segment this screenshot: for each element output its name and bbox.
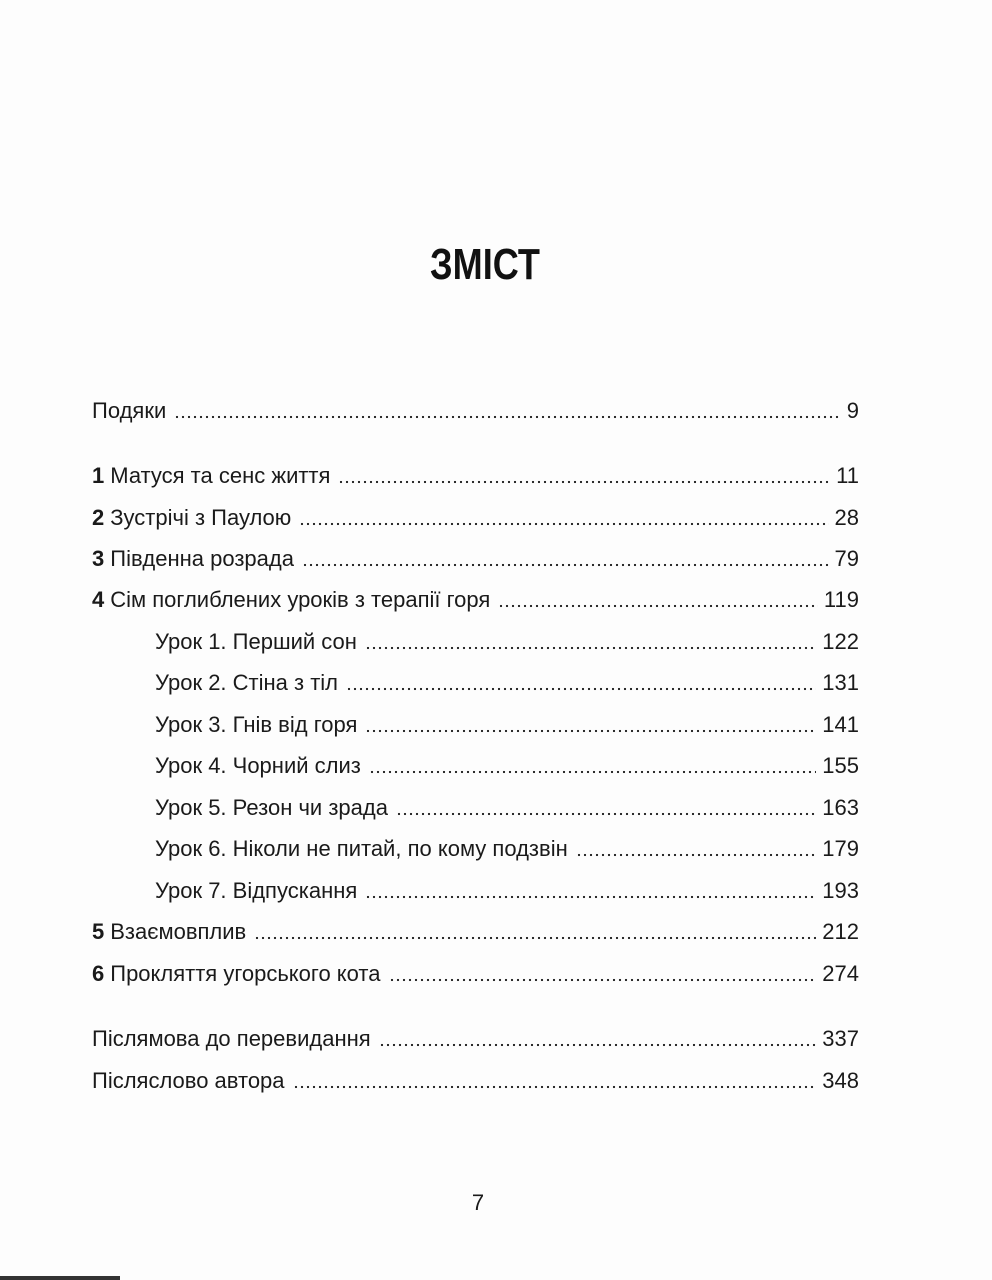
toc-entry-chapter-5[interactable] bbox=[92, 913, 859, 945]
toc-entry-label: Зустрічі з Паулою bbox=[110, 505, 292, 530]
toc-entry-page: 163 bbox=[822, 795, 859, 820]
toc-entry-label: Урок 2. Стіна з тіл bbox=[155, 670, 339, 695]
page-title: ЗМІСТ bbox=[430, 240, 540, 289]
toc-entry-chapter-2[interactable] bbox=[92, 499, 859, 531]
toc-entry-page: 155 bbox=[822, 753, 859, 778]
dot-leader bbox=[365, 895, 816, 899]
toc-entry-page: 193 bbox=[822, 878, 859, 903]
dot-leader bbox=[365, 729, 816, 733]
toc-entry-lesson-2[interactable] bbox=[155, 664, 859, 696]
toc-entry-page: 179 bbox=[822, 836, 859, 861]
toc-entry-page: 122 bbox=[822, 629, 859, 654]
toc-entry-chapter-1[interactable] bbox=[92, 457, 859, 489]
toc-entry-author-afterword[interactable] bbox=[92, 1062, 859, 1094]
toc-entry-page: 119 bbox=[823, 587, 859, 612]
toc-entry-lesson-5[interactable] bbox=[155, 789, 859, 821]
toc-entry-lesson-7[interactable] bbox=[155, 872, 859, 904]
toc-entry-label: Урок 4. Чорний слиз bbox=[155, 753, 361, 778]
toc-entry-page: 212 bbox=[822, 919, 859, 944]
toc-entry-page: 11 bbox=[836, 463, 859, 488]
dot-leader bbox=[293, 1085, 817, 1089]
toc-entry-label: Сім поглиблених уроків з терапії горя bbox=[110, 587, 491, 612]
dot-leader bbox=[379, 1043, 817, 1047]
toc-entry-label: Урок 7. Відпускання bbox=[155, 878, 358, 903]
toc-entry-label: Урок 3. Гнів від горя bbox=[155, 712, 358, 737]
dot-leader bbox=[254, 936, 816, 940]
toc-entry-label: Подяки bbox=[92, 398, 167, 423]
chapter-number: 3 bbox=[92, 546, 105, 571]
toc-entry-label: Південна розрада bbox=[110, 546, 294, 571]
dot-leader bbox=[396, 812, 816, 816]
chapter-number: 1 bbox=[92, 463, 105, 488]
chapter-number: 2 bbox=[92, 505, 105, 530]
toc-entry-page: 141 bbox=[822, 712, 859, 737]
page-number: 7 bbox=[471, 1190, 485, 1215]
toc-entry-label: Післямова до перевидання bbox=[92, 1026, 371, 1051]
dot-leader bbox=[389, 978, 817, 982]
toc-entry-chapter-3[interactable] bbox=[92, 540, 859, 572]
toc-entry-lesson-4[interactable] bbox=[155, 747, 859, 779]
toc-entry-label: Взаємовплив bbox=[110, 919, 247, 944]
toc-entry-afterword-reissue[interactable] bbox=[92, 1020, 859, 1052]
chapter-number: 6 bbox=[92, 961, 105, 986]
dot-leader bbox=[302, 563, 829, 567]
dot-leader bbox=[369, 770, 816, 774]
toc-entry-page: 131 bbox=[822, 670, 859, 695]
toc-entry-lesson-1[interactable] bbox=[155, 623, 859, 655]
toc-entry-acknowledgements[interactable] bbox=[92, 392, 859, 424]
toc-entry-label: Урок 6. Ніколи не питай, по кому подзвін bbox=[155, 836, 568, 861]
chapter-number: 5 bbox=[92, 919, 105, 944]
toc-entry-page: 274 bbox=[822, 961, 859, 986]
toc-entry-page: 79 bbox=[834, 546, 859, 571]
dot-leader bbox=[576, 853, 817, 857]
chapter-number: 4 bbox=[92, 587, 105, 612]
toc-entry-chapter-6[interactable] bbox=[92, 955, 859, 987]
dot-leader bbox=[338, 480, 830, 484]
toc-entry-chapter-4[interactable] bbox=[92, 581, 859, 613]
toc-entry-page: 9 bbox=[846, 398, 859, 423]
toc-entry-label: Прокляття угорського кота bbox=[110, 961, 381, 986]
toc-entry-label: Урок 1. Перший сон bbox=[155, 629, 357, 654]
dot-leader bbox=[174, 415, 841, 419]
toc-entry-page: 28 bbox=[834, 505, 859, 530]
dot-leader bbox=[498, 604, 818, 608]
toc-entry-label: Урок 5. Резон чи зрада bbox=[155, 795, 388, 820]
toc-entry-page: 348 bbox=[822, 1068, 859, 1093]
toc-entry-page: 337 bbox=[822, 1026, 859, 1051]
dot-leader bbox=[365, 646, 816, 650]
scan-edge-mark bbox=[0, 1276, 120, 1280]
toc-entry-label: Післяслово автора bbox=[92, 1068, 285, 1093]
dot-leader bbox=[346, 687, 816, 691]
toc-entry-lesson-3[interactable] bbox=[155, 706, 859, 738]
dot-leader bbox=[299, 522, 828, 526]
toc-entry-lesson-6[interactable] bbox=[155, 830, 859, 862]
toc-entry-label: Матуся та сенс життя bbox=[110, 463, 331, 488]
